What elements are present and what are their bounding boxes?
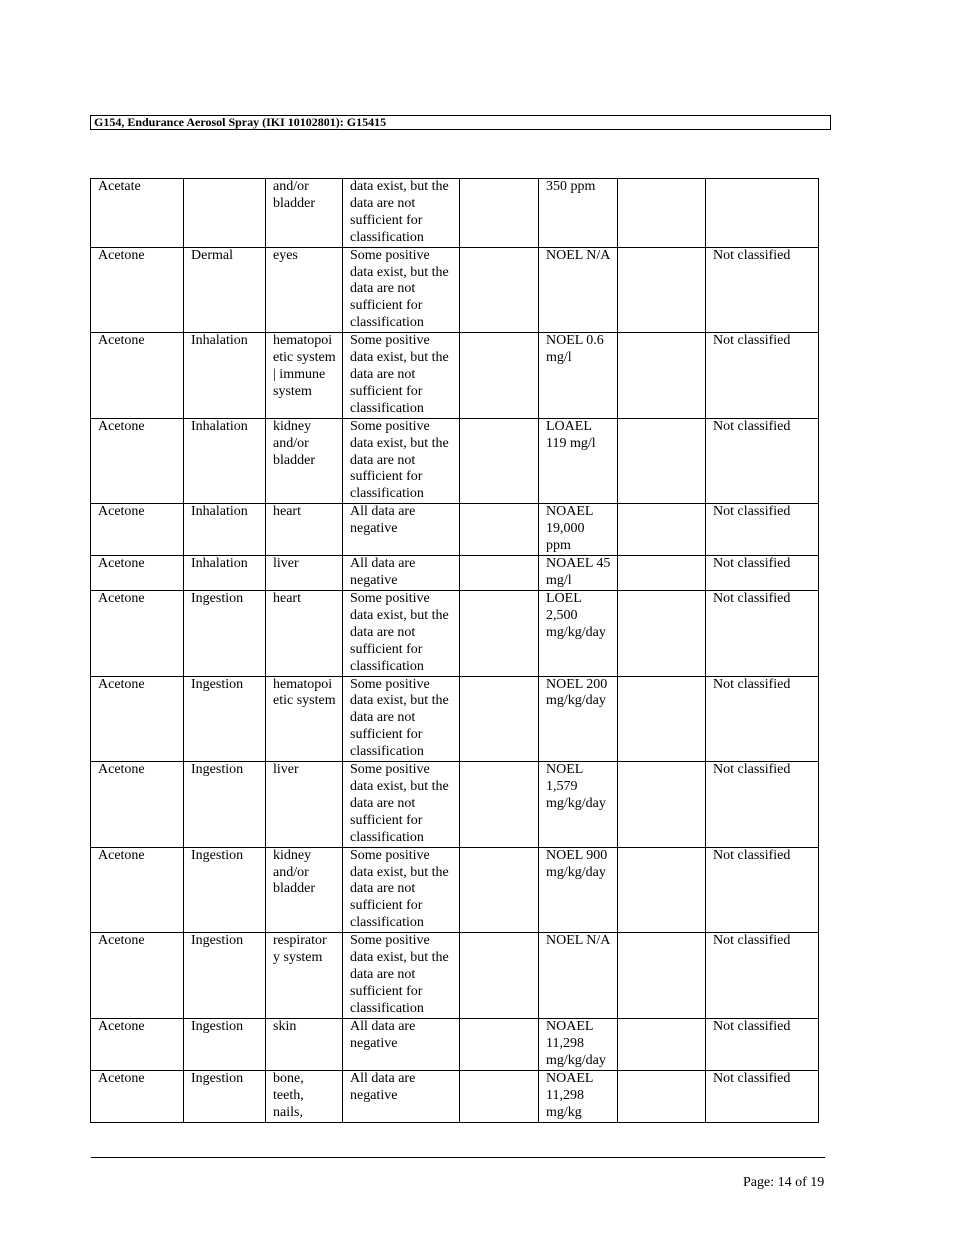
substance-cell: Acetate — [91, 179, 184, 248]
classification-cell: Not classified — [706, 556, 819, 591]
document-header: G154, Endurance Aerosol Spray (IKI 10102801): G15415 — [90, 115, 831, 130]
route-cell: Ingestion — [184, 676, 266, 762]
value-cell: LOAEL 119 mg/l — [539, 418, 618, 504]
empty-cell — [460, 333, 539, 419]
empty-cell-2 — [618, 179, 706, 248]
value-cell: NOAEL 11,298 mg/kg — [539, 1070, 618, 1122]
evidence-cell: All data are negative — [343, 504, 460, 556]
table-row — [91, 591, 819, 677]
substance-cell: Acetone — [91, 556, 184, 591]
table-row — [91, 556, 819, 591]
classification-cell: Not classified — [706, 676, 819, 762]
organ-cell: respirator y system — [266, 933, 343, 1019]
empty-cell — [460, 591, 539, 677]
substance-cell: Acetone — [91, 1070, 184, 1122]
classification-cell: Not classified — [706, 418, 819, 504]
empty-cell — [460, 418, 539, 504]
classification-cell: Not classified — [706, 504, 819, 556]
substance-cell: Acetone — [91, 418, 184, 504]
empty-cell-2 — [618, 762, 706, 848]
classification-cell: Not classified — [706, 847, 819, 933]
table-row — [91, 762, 819, 848]
empty-cell-2 — [618, 247, 706, 333]
classification-cell: Not classified — [706, 933, 819, 1019]
substance-cell: Acetone — [91, 676, 184, 762]
table-row — [91, 418, 819, 504]
route-cell: Inhalation — [184, 418, 266, 504]
classification-cell: Not classified — [706, 591, 819, 677]
route-cell: Inhalation — [184, 556, 266, 591]
organ-cell: kidney and/or bladder — [266, 847, 343, 933]
substance-cell: Acetone — [91, 762, 184, 848]
organ-cell: hematopoi etic system — [266, 676, 343, 762]
table-row — [91, 1018, 819, 1070]
evidence-cell: Some positive data exist, but the data are not sufficient for classification — [343, 847, 460, 933]
route-cell — [184, 179, 266, 248]
empty-cell — [460, 1018, 539, 1070]
table-row — [91, 333, 819, 419]
classification-cell: Not classified — [706, 1018, 819, 1070]
evidence-cell: Some positive data exist, but the data are not sufficient for classification — [343, 333, 460, 419]
organ-cell: bone, teeth, nails, — [266, 1070, 343, 1122]
organ-cell: skin — [266, 1018, 343, 1070]
organ-cell: liver — [266, 762, 343, 848]
classification-cell: Not classified — [706, 333, 819, 419]
substance-cell: Acetone — [91, 591, 184, 677]
route-cell: Dermal — [184, 247, 266, 333]
empty-cell-2 — [618, 1018, 706, 1070]
empty-cell — [460, 676, 539, 762]
evidence-cell: All data are negative — [343, 556, 460, 591]
value-cell: NOEL N/A — [539, 933, 618, 1019]
empty-cell — [460, 247, 539, 333]
empty-cell — [460, 556, 539, 591]
route-cell: Ingestion — [184, 933, 266, 1019]
table-row — [91, 847, 819, 933]
route-cell: Ingestion — [184, 1018, 266, 1070]
empty-cell — [460, 504, 539, 556]
empty-cell-2 — [618, 933, 706, 1019]
empty-cell — [460, 1070, 539, 1122]
evidence-cell: data exist, but the data are not sufficient for classification — [343, 179, 460, 248]
empty-cell-2 — [618, 556, 706, 591]
empty-cell-2 — [618, 333, 706, 419]
table-row — [91, 179, 819, 248]
value-cell: NOAEL 45 mg/l — [539, 556, 618, 591]
empty-cell — [460, 933, 539, 1019]
value-cell: NOAEL 19,000 ppm — [539, 504, 618, 556]
evidence-cell: All data are negative — [343, 1070, 460, 1122]
empty-cell-2 — [618, 591, 706, 677]
classification-cell: Not classified — [706, 247, 819, 333]
organ-cell: eyes — [266, 247, 343, 333]
substance-cell: Acetone — [91, 933, 184, 1019]
table-row — [91, 247, 819, 333]
footer-rule — [91, 1157, 825, 1158]
empty-cell — [460, 762, 539, 848]
organ-cell: kidney and/or bladder — [266, 418, 343, 504]
empty-cell — [460, 847, 539, 933]
route-cell: Inhalation — [184, 504, 266, 556]
substance-cell: Acetone — [91, 247, 184, 333]
organ-cell: liver — [266, 556, 343, 591]
empty-cell-2 — [618, 504, 706, 556]
table-row — [91, 933, 819, 1019]
empty-cell — [460, 179, 539, 248]
value-cell: NOEL 900 mg/kg/day — [539, 847, 618, 933]
empty-cell-2 — [618, 1070, 706, 1122]
table-row — [91, 504, 819, 556]
evidence-cell: Some positive data exist, but the data are not sufficient for classification — [343, 591, 460, 677]
organ-cell: hematopoi etic system | immune system — [266, 333, 343, 419]
classification-cell: Not classified — [706, 1070, 819, 1122]
table-row — [91, 676, 819, 762]
route-cell: Ingestion — [184, 762, 266, 848]
value-cell: 350 ppm — [539, 179, 618, 248]
evidence-cell: All data are negative — [343, 1018, 460, 1070]
value-cell: NOEL N/A — [539, 247, 618, 333]
classification-cell: Not classified — [706, 762, 819, 848]
table-row — [91, 1070, 819, 1122]
organ-cell: and/or bladder — [266, 179, 343, 248]
toxicity-table — [90, 178, 819, 1123]
substance-cell: Acetone — [91, 847, 184, 933]
evidence-cell: Some positive data exist, but the data are not sufficient for classification — [343, 933, 460, 1019]
route-cell: Inhalation — [184, 333, 266, 419]
value-cell: NOEL 200 mg/kg/day — [539, 676, 618, 762]
value-cell: LOEL 2,500 mg/kg/day — [539, 591, 618, 677]
page-number: Page: 14 of 19 — [743, 1175, 825, 1190]
route-cell: Ingestion — [184, 1070, 266, 1122]
evidence-cell: Some positive data exist, but the data are not sufficient for classification — [343, 762, 460, 848]
evidence-cell: Some positive data exist, but the data are not sufficient for classification — [343, 676, 460, 762]
substance-cell: Acetone — [91, 504, 184, 556]
empty-cell-2 — [618, 418, 706, 504]
empty-cell-2 — [618, 676, 706, 762]
route-cell: Ingestion — [184, 591, 266, 677]
substance-cell: Acetone — [91, 1018, 184, 1070]
organ-cell: heart — [266, 504, 343, 556]
classification-cell — [706, 179, 819, 248]
substance-cell: Acetone — [91, 333, 184, 419]
value-cell: NOEL 1,579 mg/kg/day — [539, 762, 618, 848]
organ-cell: heart — [266, 591, 343, 677]
value-cell: NOAEL 11,298 mg/kg/day — [539, 1018, 618, 1070]
empty-cell-2 — [618, 847, 706, 933]
evidence-cell: Some positive data exist, but the data are not sufficient for classification — [343, 247, 460, 333]
evidence-cell: Some positive data exist, but the data are not sufficient for classification — [343, 418, 460, 504]
value-cell: NOEL 0.6 mg/l — [539, 333, 618, 419]
route-cell: Ingestion — [184, 847, 266, 933]
